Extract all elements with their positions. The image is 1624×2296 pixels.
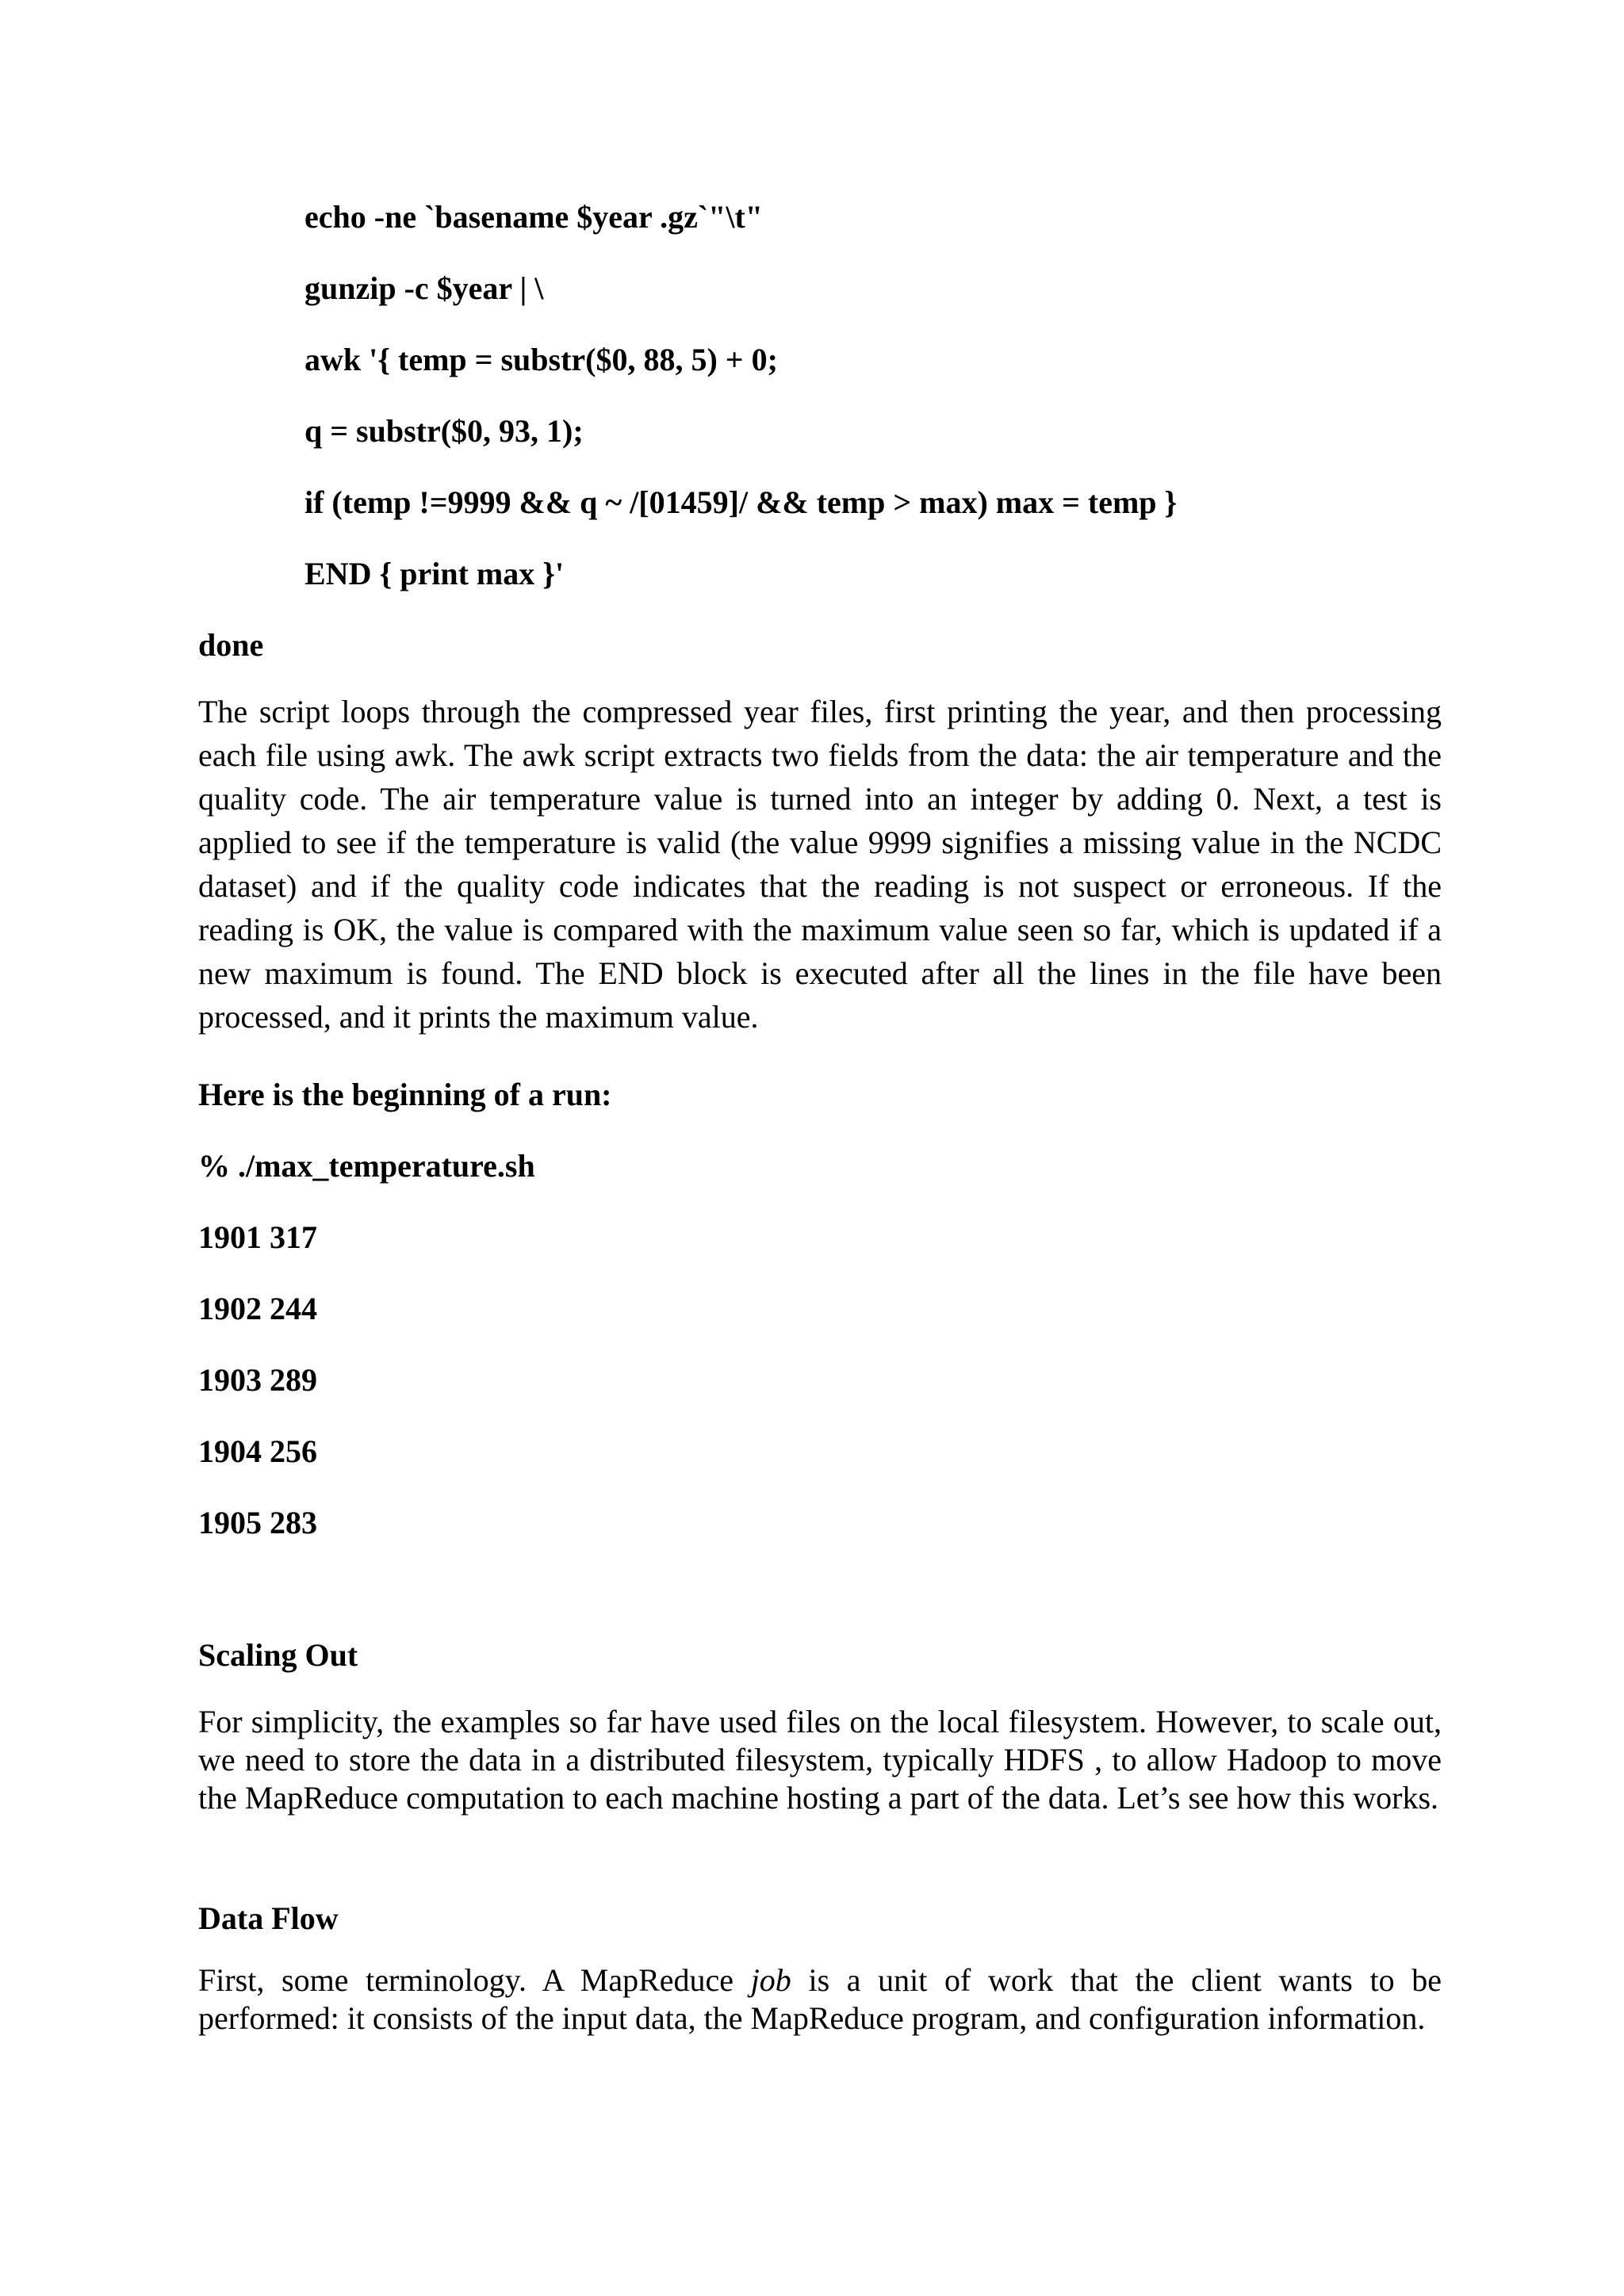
code-line-quality: q = substr($0, 93, 1); bbox=[304, 413, 584, 449]
code-line-gunzip: gunzip -c $year | \ bbox=[304, 270, 544, 306]
data-flow-text-after: is a unit of work that the client wants to be performed: it consists of the input data, the MapReduce program, and configuration information. bbox=[198, 1962, 1442, 2036]
section-heading-data-flow: Data Flow bbox=[198, 1900, 339, 1936]
run-output-line: 1905 283 bbox=[198, 1505, 317, 1540]
run-output-line: 1904 256 bbox=[198, 1433, 317, 1469]
section-heading-scaling-out: Scaling Out bbox=[198, 1637, 358, 1673]
run-command: % ./max_temperature.sh bbox=[198, 1148, 535, 1184]
code-line-if: if (temp !=9999 && q ~ /[01459]/ && temp > max) max = temp } bbox=[304, 484, 1178, 520]
code-line-echo: echo -ne `basename $year .gz`"\t" bbox=[304, 199, 763, 235]
code-line-end: END { print max }' bbox=[304, 556, 565, 591]
script-explanation-paragraph: The script loops through the compressed year files, first printing the year, and then processing each file using awk. The awk script extracts two fields from the data: the air temperature and the quality code. The air temperature value is turned into an integer by adding 0. Next, a test is applied to see if the temperature is valid (the value 9999 signifies a missing value in the NCDC dataset) and if the quality code indicates that the reading is not suspect or erroneous. If the reading is OK, the value is compared with the maximum value seen so far, which is updated if a new maximum is found. The END block is executed after all the lines in the file have been processed, and it prints the maximum value. bbox=[198, 694, 1442, 1035]
code-line-awk: awk '{ temp = substr($0, 88, 5) + 0; bbox=[304, 342, 778, 377]
run-output-line: 1902 244 bbox=[198, 1291, 317, 1326]
code-line-done: done bbox=[198, 627, 264, 663]
run-output-line: 1903 289 bbox=[198, 1362, 317, 1398]
data-flow-text-before: First, some terminology. A MapReduce bbox=[198, 1962, 751, 1998]
data-flow-paragraph bbox=[198, 1961, 1442, 2038]
data-flow-term-job: job bbox=[750, 1962, 791, 1998]
run-output-line: 1901 317 bbox=[198, 1219, 317, 1255]
run-intro: Here is the beginning of a run: bbox=[198, 1077, 612, 1112]
scaling-out-paragraph: For simplicity, the examples so far have used files on the local filesystem. However, to scale out, we need to store the data in a distributed filesystem, typically HDFS , to allow Hadoop to move the MapReduce computation to each machine hosting a part of the data. Let’s see how this works. bbox=[198, 1704, 1442, 1816]
